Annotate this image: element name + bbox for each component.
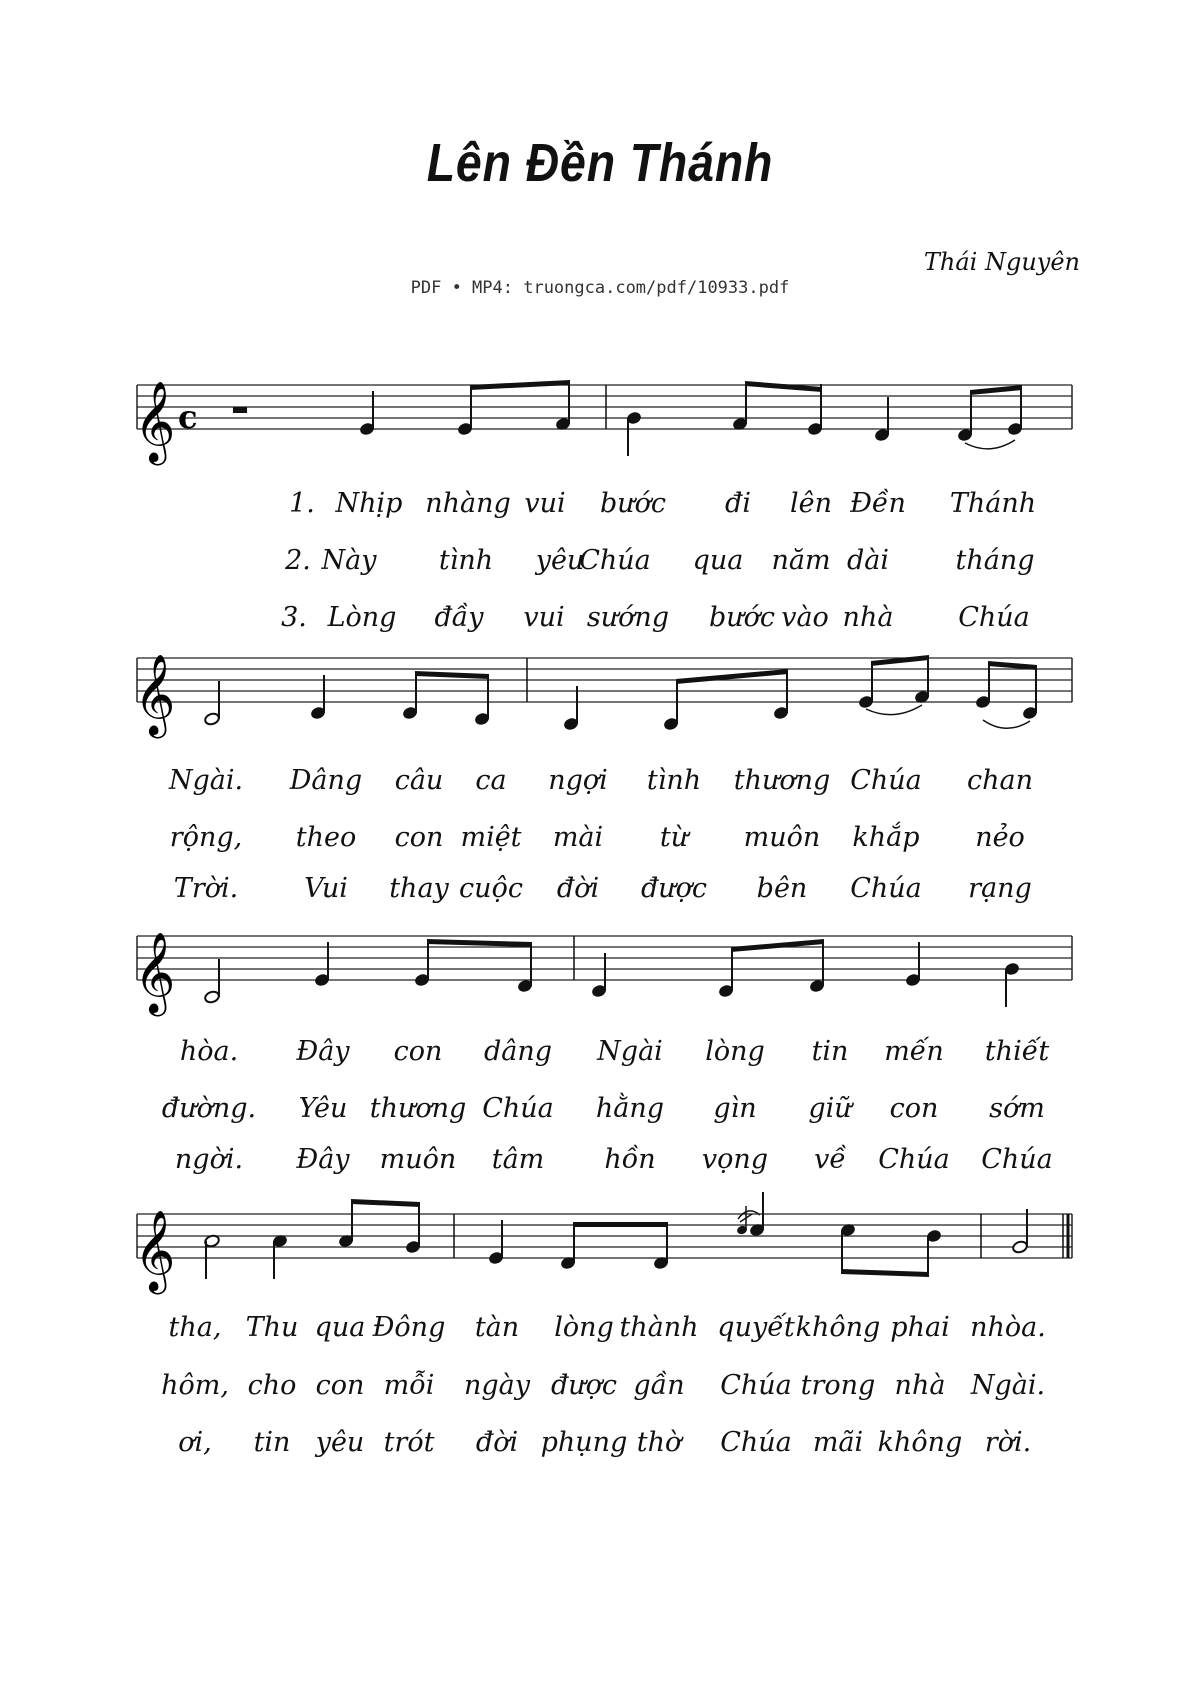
lyric-line <box>0 1144 1200 1184</box>
lyric-syllable: Chúa <box>482 1093 554 1124</box>
lyric-syllable: ngày <box>463 1370 531 1401</box>
lyric-syllable: vào <box>781 602 829 633</box>
lyric-syllable: tháng <box>955 545 1035 576</box>
lyric-syllable: hôm, <box>161 1370 229 1401</box>
lyric-syllable: Ngài. <box>970 1370 1046 1401</box>
lyric-syllable: tình <box>646 765 702 796</box>
lyric-syllable: muôn <box>379 1144 457 1175</box>
lyric-syllable: lên <box>789 488 833 519</box>
lyric-syllable: Chúa <box>850 765 922 796</box>
lyric-syllable: thờ <box>636 1427 682 1458</box>
lyric-syllable: năm <box>771 545 831 576</box>
lyric-syllable: được <box>640 873 708 904</box>
lyric-syllable: rạng <box>968 873 1032 904</box>
lyric-syllable: mãi <box>812 1427 864 1458</box>
lyric-syllable: Đây <box>296 1036 350 1067</box>
lyric-line <box>0 765 1200 805</box>
lyric-syllable: tin <box>811 1036 849 1067</box>
lyric-syllable: bước <box>599 488 667 519</box>
lyric-syllable: lòng <box>705 1036 765 1067</box>
lyric-syllable: không <box>877 1427 963 1458</box>
composer-name: Thái Nguyên <box>923 248 1080 276</box>
lyric-syllable: bên <box>756 873 808 904</box>
lyric-syllable: theo <box>295 822 357 853</box>
lyric-syllable: nẻo <box>975 822 1025 853</box>
lyric-syllable: qua <box>314 1312 366 1343</box>
lyric-syllable: Chúa <box>878 1144 950 1175</box>
lyric-syllable: phai <box>890 1312 950 1343</box>
lyric-syllable: trong <box>800 1370 876 1401</box>
lyric-syllable: Đông <box>372 1312 446 1343</box>
common-time-icon: c <box>178 398 198 436</box>
lyric-syllable: không <box>795 1312 881 1343</box>
lyric-syllable: vui <box>524 488 566 519</box>
lyric-syllable: Này <box>321 545 377 576</box>
lyric-syllable: ngợi <box>548 765 608 796</box>
lyric-line <box>0 822 1200 862</box>
lyric-syllable: thương <box>733 765 831 796</box>
lyric-syllable: nhà <box>842 602 894 633</box>
lyric-syllable: vui <box>523 602 565 633</box>
lyric-syllable: dài <box>846 545 890 576</box>
half-rest-icon <box>233 407 247 413</box>
lyric-syllable: từ <box>659 822 689 853</box>
lyric-syllable: tin <box>253 1427 291 1458</box>
lyric-syllable: Trời. <box>173 873 239 904</box>
lyric-syllable: ngời. <box>174 1144 244 1175</box>
lyric-syllable: ca <box>475 765 507 796</box>
lyric-syllable: miệt <box>460 822 522 853</box>
lyric-syllable: gìn <box>713 1093 757 1124</box>
source-link[interactable]: PDF • MP4: truongca.com/pdf/10933.pdf <box>410 278 790 298</box>
svg-text:𝄞: 𝄞 <box>134 931 176 1013</box>
lyric-syllable: con <box>315 1370 365 1401</box>
lyric-line <box>0 602 1200 642</box>
svg-text:𝄞: 𝄞 <box>134 653 176 735</box>
lyric-syllable: dâng <box>483 1036 553 1067</box>
svg-text:𝄞: 𝄞 <box>134 1209 176 1291</box>
lyric-syllable: rời. <box>984 1427 1032 1458</box>
lyric-syllable: thương <box>369 1093 467 1124</box>
lyric-syllable: mỗi <box>383 1370 435 1401</box>
lyric-syllable: hòa. <box>179 1036 239 1067</box>
lyric-syllable: 1. <box>289 488 315 519</box>
lyric-syllable: nhòa. <box>970 1312 1046 1343</box>
lyric-syllable: Chúa <box>720 1370 792 1401</box>
lyric-line <box>0 488 1200 528</box>
lyric-syllable: Nhịp <box>335 488 403 519</box>
lyric-syllable: Yêu <box>298 1093 348 1124</box>
lyric-syllable: yêu <box>315 1427 365 1458</box>
lyric-syllable: Đền <box>850 488 906 519</box>
lyric-syllable: trót <box>383 1427 435 1458</box>
lyric-line <box>0 1093 1200 1133</box>
lyric-line <box>0 1427 1200 1467</box>
lyric-syllable: con <box>393 1036 443 1067</box>
lyric-syllable: Thu <box>245 1312 299 1343</box>
lyric-syllable: đời <box>556 873 600 904</box>
lyric-syllable: Đây <box>296 1144 350 1175</box>
lyric-syllable: Chúa <box>958 602 1030 633</box>
lyric-syllable: muôn <box>743 822 821 853</box>
lyric-syllable: Ngài <box>597 1036 663 1067</box>
lyric-syllable: qua <box>692 545 744 576</box>
lyric-syllable: Ngài. <box>168 765 244 796</box>
lyric-line <box>0 1036 1200 1076</box>
lyric-syllable: rộng, <box>169 822 243 853</box>
lyric-syllable: nhàng <box>425 488 511 519</box>
lyric-syllable: tàn <box>474 1312 520 1343</box>
song-title: Lên Đền Thánh <box>426 133 774 193</box>
lyric-syllable: thiết <box>984 1036 1050 1067</box>
lyric-syllable: bước <box>708 602 776 633</box>
lyric-syllable: hồn <box>604 1144 656 1175</box>
lyric-syllable: khắp <box>852 822 920 853</box>
lyric-syllable: nhà <box>894 1370 946 1401</box>
lyric-line <box>0 1370 1200 1410</box>
lyric-syllable: phụng <box>540 1427 628 1458</box>
lyric-syllable: đi <box>725 488 751 519</box>
lyric-syllable: Chúa <box>720 1427 792 1458</box>
svg-text:𝄞: 𝄞 <box>134 380 176 462</box>
lyric-syllable: vọng <box>701 1144 769 1175</box>
lyric-line <box>0 873 1200 913</box>
lyric-syllable: Chúa <box>579 545 651 576</box>
lyric-syllable: yêu <box>535 545 585 576</box>
lyric-syllable: con <box>394 822 444 853</box>
lyric-syllable: quyết <box>717 1312 795 1343</box>
lyric-syllable: về <box>814 1144 846 1175</box>
lyric-syllable: hằng <box>595 1093 665 1124</box>
lyric-syllable: mài <box>552 822 604 853</box>
lyric-syllable: chan <box>967 765 1033 796</box>
lyric-syllable: sớm <box>989 1093 1045 1124</box>
lyric-syllable: giữ <box>808 1093 852 1124</box>
lyric-line <box>0 545 1200 585</box>
lyric-syllable: con <box>889 1093 939 1124</box>
lyric-syllable: tình <box>438 545 494 576</box>
lyric-line <box>0 1312 1200 1352</box>
lyric-syllable: Dâng <box>289 765 363 796</box>
lyric-syllable: đường. <box>161 1093 257 1124</box>
lyric-syllable: Lòng <box>327 602 397 633</box>
lyric-syllable: câu <box>394 765 444 796</box>
system-2-notes <box>204 655 1038 731</box>
lyric-syllable: Chúa <box>850 873 922 904</box>
lyric-syllable: tha, <box>168 1312 222 1343</box>
lyric-syllable: tâm <box>491 1144 545 1175</box>
lyric-syllable: được <box>550 1370 618 1401</box>
lyric-syllable: 2. <box>285 545 311 576</box>
lyric-syllable: Chúa <box>981 1144 1053 1175</box>
lyric-syllable: cho <box>247 1370 297 1401</box>
lyric-syllable: đầy <box>434 602 484 633</box>
lyric-syllable: ơi, <box>178 1427 212 1458</box>
lyric-syllable: sướng <box>586 602 670 633</box>
lyric-syllable: lòng <box>554 1312 614 1343</box>
lyric-syllable: 3. <box>281 602 307 633</box>
lyric-syllable: Vui <box>304 873 348 904</box>
lyric-syllable: thành <box>619 1312 699 1343</box>
lyric-syllable: cuộc <box>459 873 523 904</box>
lyric-syllable: đời <box>475 1427 519 1458</box>
lyric-syllable: mến <box>884 1036 944 1067</box>
lyric-syllable: gần <box>633 1370 685 1401</box>
lyric-syllable: Thánh <box>949 488 1037 519</box>
lyric-syllable: thay <box>389 873 449 904</box>
